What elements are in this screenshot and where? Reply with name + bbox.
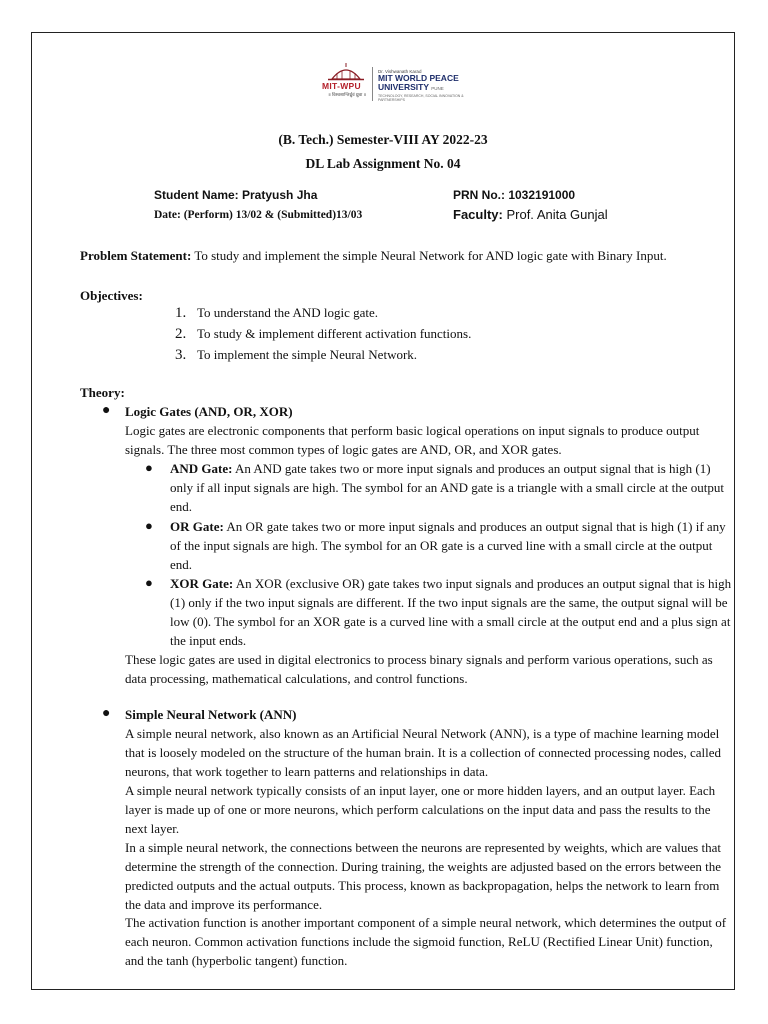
assignment-heading: DL Lab Assignment No. 04 [305,156,461,171]
logic-gates-intro: Logic gates are electronic components that perform basic logical operations on input signals to produce output signals. The three most common types of logic gates are AND, OR, and XOR gates. [125,423,700,457]
ann-paragraph-4: The activation function is another important component of a simple neural network, which determines the output of each neuron. Common activation functions include the sigmoid function, ReLU (Rectified Linear Unit) function, and the tanh (hyperbolic tangent) function. [125,915,727,968]
bullet-icon: ● [102,706,111,721]
logo-founder: Dr. Vishwanath Karad [378,69,422,74]
logo-university-tagline: TECHNOLOGY, RESEARCH, SOCIAL INNOVATION & PARTNERSHIPS [378,94,464,102]
ann-paragraph-3: In a simple neural network, the connections between the neurons are represented by weights, which are values that determine the strength of the connection. During training, the weights are adjusted based on the errors between the predicted outputs and the actual outputs. This process, known as backpropagation, helps the network to learn from the data and improve its performance. [125,840,722,912]
logo-mit-wpu: MIT-WPU [322,81,361,91]
date-info: Date: (Perform) 13/02 & (Submitted)13/03 [154,209,363,221]
problem-statement: Problem Statement: To study and implement the simple Neural Network for AND logic gate with Binary Input. [80,248,667,263]
logo-university-line1: MIT WORLD PEACE [378,73,459,83]
xor-gate-description: XOR Gate: An XOR (exclusive OR) gate takes two input signals and produces an output signal that is high (1) only if the two input signals are different. If the two input signals are the same, the output signal will be low (0). The symbol for an XOR gate is a curved line with a small circle at the output end and a plus sign at the input ends. [170,576,732,648]
logic-gates-outro: These logic gates are used in digital electronics to process binary signals and perform various operations, such as data processing, mathematical calculations, and control functions. [125,652,713,686]
objective-item: 1. To understand the AND logic gate. [175,305,379,321]
bullet-icon: ● [145,575,153,590]
logo-tagline-left: ॥ विश्वशान्तिर्ध्रुवं ध्रुवा ॥ [328,92,367,97]
objective-item: 3. To implement the simple Neural Network. [175,347,418,363]
ann-paragraph-1: A simple neural network, also known as an Artificial Neural Network (ANN), is a type of machine learning model that is loosely modeled on the structure of the human brain. It is a collection of connected processing nodes, called neurons, that work together to learn patterns and relationships in data. [125,726,722,779]
logo-divider [372,67,373,101]
university-logo [322,63,482,107]
ann-title: Simple Neural Network (ANN) [125,707,297,722]
objectives-title: Objectives: [80,288,143,303]
ann-paragraph-2: A simple neural network typically consists of an input layer, one or more hidden layers, and an output layer. Each layer is made up of one or more neurons, which perform calculations on the input data and pass the results to the next layer. [125,783,716,836]
student-name: Student Name: Pratyush Jha [154,188,318,202]
bullet-icon: ● [145,518,153,533]
document-page [31,32,735,990]
logic-gates-title: Logic Gates (AND, OR, XOR) [125,404,293,419]
semester-heading: (B. Tech.) Semester-VIII AY 2022-23 [278,132,488,147]
theory-title: Theory: [80,385,125,400]
objective-item: 2. To study & implement different activation functions. [175,326,472,342]
prn-number: PRN No.: 1032191000 [453,188,576,202]
logo-university-block [378,69,482,102]
and-gate-description: AND Gate: An AND gate takes two or more input signals and produces an output signal that is high (1) only if all input signals are high. The symbol for an AND gate is a triangle with a small circle at the output end. [170,461,724,514]
logo-university-line2: UNIVERSITY PUNE [378,82,444,92]
bullet-icon: ● [145,460,153,475]
or-gate-description: OR Gate: An OR gate takes two or more input signals and produces an output signal that is high (1) if any of the input signals are high. The symbol for an OR gate is a curved line with a small circle at the output end. [170,519,726,572]
logo-city: PUNE [431,86,444,91]
faculty-info: Faculty: Prof. Anita Gunjal [453,207,608,222]
dome-icon [326,63,366,81]
bullet-icon: ● [102,403,111,418]
